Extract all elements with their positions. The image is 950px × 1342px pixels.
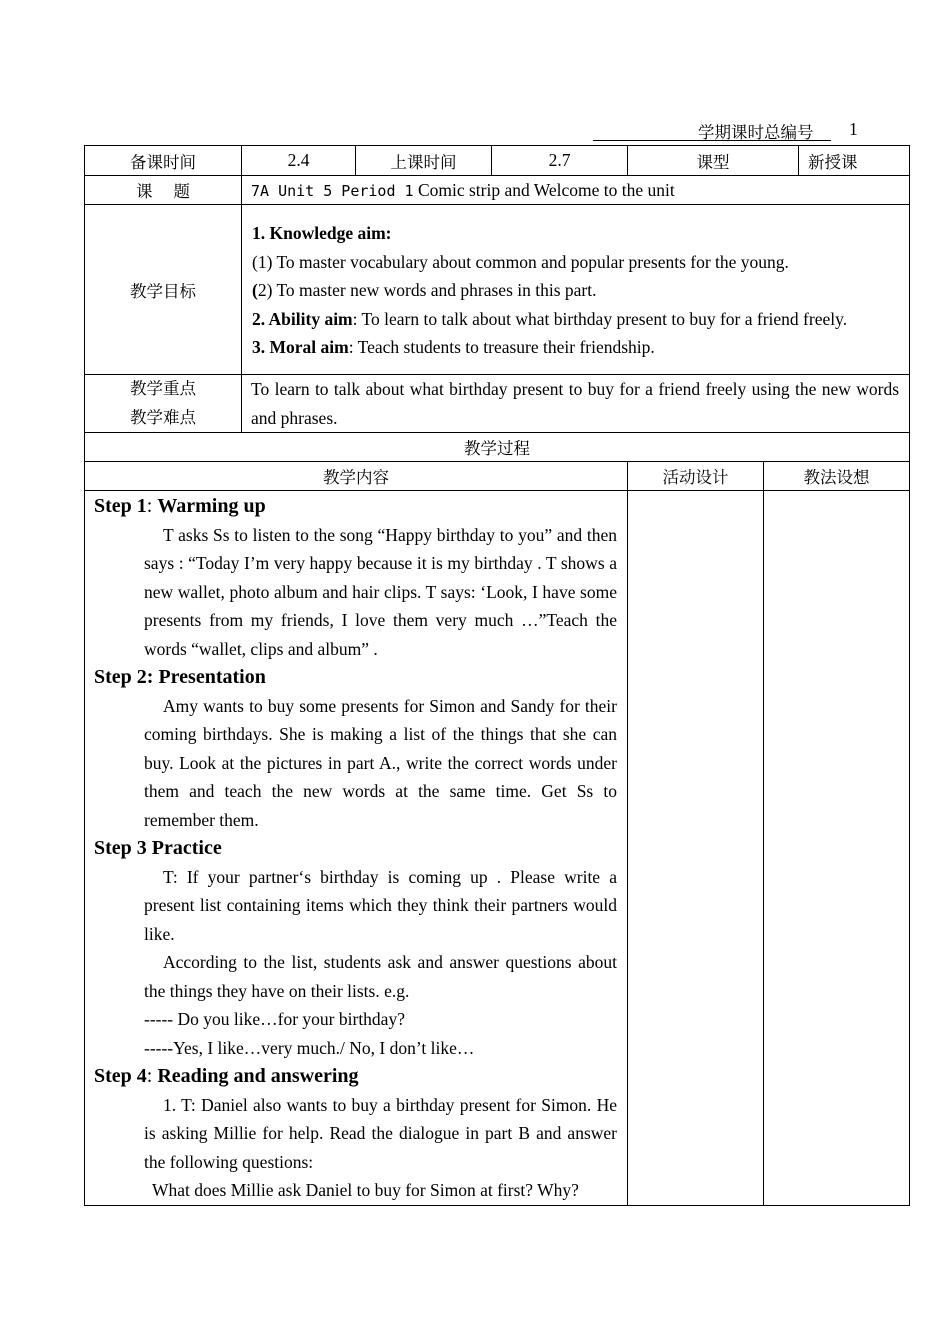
prep-time-label: 备课时间 [85, 146, 242, 176]
process-title-row [85, 433, 910, 462]
step3-text-2: According to the list, students ask and answer questions about the things they have on their lists. e.g. [144, 952, 617, 1001]
lesson-number-label: 学期课时总编号 [698, 123, 814, 142]
col-activity-header: 活动设计 [628, 462, 764, 491]
prep-time-value: 2.4 [242, 146, 356, 176]
step2-heading: Step 2: Presentation [94, 666, 266, 689]
step3-dialog-2: -----Yes, I like…very much./ No, I don’t like… [144, 1037, 475, 1058]
topic-title: Comic strip and Welcome to the unit [417, 179, 675, 200]
ability-aim: 2. Ability aim: To learn to talk about what birthday present to buy for a friend freely. [252, 308, 848, 329]
step3-text-1: T: If your partner‘s birthday is coming up . Please write a present list containing items which they think their partners would like. [144, 867, 617, 944]
key-points-label: 教学重点 教学难点 [85, 375, 242, 433]
objectives-row [85, 205, 910, 375]
step3-heading: Step 3 Practice [94, 837, 222, 860]
step2-text: Amy wants to buy some presents for Simon and Sandy for their coming birthdays. She is making a list of the things that she can buy. Look at the pictures in part A., write the correct words under them and teach the new words at the same time. Get Ss to remember them. [144, 696, 617, 830]
process-header-row [85, 462, 910, 491]
lesson-type-value: 新授课 [799, 146, 910, 176]
info-row [85, 146, 910, 176]
step4-text: 1. T: Daniel also wants to buy a birthday present for Simon. He is asking Millie for help. Read the dialogue in part B and answer the following questions: [144, 1094, 617, 1172]
activity-design-cell [628, 491, 764, 1206]
step1-heading: Step 1: Warming up [94, 495, 266, 517]
page-header [593, 118, 863, 142]
lesson-plan-table [84, 145, 910, 1206]
step4-heading: Step 4: Reading and answering [94, 1064, 359, 1087]
process-content [85, 491, 628, 1206]
objectives-label: 教学目标 [85, 205, 242, 375]
topic-code: 7A Unit 5 Period 1 [251, 181, 414, 200]
process-body-row [85, 491, 910, 1206]
process-title: 教学过程 [85, 433, 910, 462]
objectives-cell [242, 205, 910, 375]
knowledge-aim-1: (1) To master vocabulary about common and popular presents for the young. [252, 251, 789, 272]
lesson-number: 1 [849, 119, 858, 139]
class-time-label: 上课时间 [356, 146, 492, 176]
class-time-value: 2.7 [492, 146, 628, 176]
moral-aim: 3. Moral aim: Teach students to treasure their friendship. [252, 337, 655, 358]
teaching-method-cell [764, 491, 910, 1206]
knowledge-aim-2: (2) To master new words and phrases in this part. [252, 280, 597, 301]
topic-cell [242, 176, 910, 205]
topic-row [85, 176, 910, 205]
col-content-header: 教学内容 [85, 462, 628, 491]
lesson-type-label: 课型 [628, 146, 799, 176]
knowledge-aim-heading: 1. Knowledge aim: [252, 223, 392, 244]
col-method-header: 教法设想 [764, 462, 910, 491]
key-points-row [85, 375, 910, 433]
step1-text: T asks Ss to listen to the song “Happy birthday to you” and then says : “Today I’m very happy because it is my birthday . T shows a new wallet, photo album and hair clips. T says: ‘Look, I have some presents from my friends, I love them very much …”Teach the words “wallet, clips and album” . [144, 525, 617, 659]
step4-question: What does Millie ask Daniel to buy for Simon at first? Why? [152, 1180, 579, 1201]
step3-dialog-1: ----- Do you like…for your birthday? [144, 1009, 405, 1030]
topic-label: 课 题 [85, 176, 242, 205]
key-points-text: To learn to talk about what birthday present to buy for a friend freely using the new words and phrases. [242, 375, 910, 433]
